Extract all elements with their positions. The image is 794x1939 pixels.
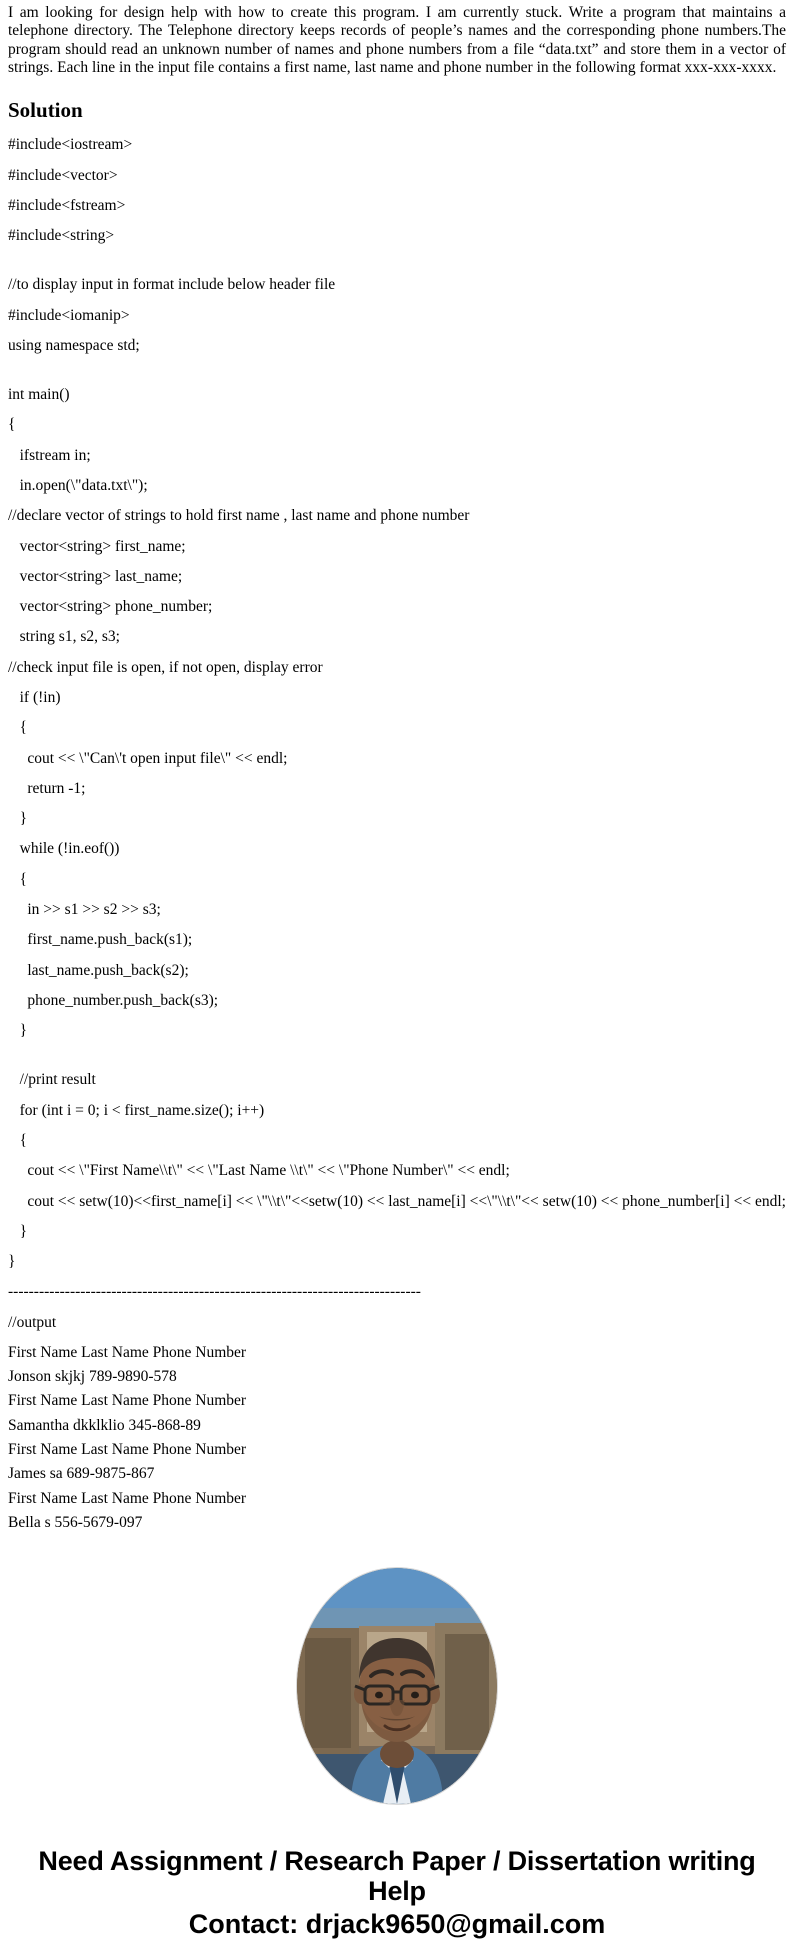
- output-line: First Name Last Name Phone Number: [8, 1343, 247, 1361]
- code-line: vector<string> last_name;: [8, 567, 183, 585]
- code-line: phone_number.push_back(s3);: [8, 991, 219, 1009]
- code-line: }: [8, 1253, 16, 1271]
- code-line: vector<string> first_name;: [8, 537, 186, 555]
- code-line: in >> s1 >> s2 >> s3;: [8, 900, 161, 918]
- section-divider: --------------------------------------------------------------------------------: [8, 1283, 421, 1301]
- solution-code-block: [8, 136, 786, 1271]
- output-line: James sa 689-9875-867: [8, 1465, 155, 1483]
- code-line: {: [8, 870, 28, 888]
- output-line: Jonson skjkj 789-9890-578: [8, 1368, 177, 1386]
- photo-container: [8, 1568, 786, 1804]
- code-line: vector<string> phone_number;: [8, 598, 213, 616]
- code-line-blank: [8, 257, 786, 264]
- code-line: #include<vector>: [8, 166, 118, 184]
- footer-contact: Contact: drjack9650@gmail.com: [188, 1908, 606, 1939]
- code-line: #include<string>: [8, 227, 115, 245]
- code-line: }: [8, 1022, 28, 1040]
- code-line: {: [8, 719, 28, 737]
- code-line: cout << setw(10)<<first_name[i] << \"\\t\"<<setw(10) << last_name[i] <<\"\\t\"<< setw(10) << phone_number[i] << endl;: [8, 1192, 786, 1210]
- code-line: #include<iostream>: [8, 136, 133, 154]
- document-page: [0, 4, 794, 1939]
- code-line: int main(): [8, 386, 70, 404]
- code-line-blank: [8, 367, 786, 374]
- output-line: Samantha dkklklio 345-868-89: [8, 1416, 201, 1434]
- code-line: //declare vector of strings to hold first name , last name and phone number: [8, 507, 470, 525]
- footer: [8, 1846, 786, 1939]
- code-line: #include<iomanip>: [8, 306, 130, 324]
- code-line: //print result: [8, 1071, 96, 1089]
- code-line: last_name.push_back(s2);: [8, 961, 189, 979]
- output-line: First Name Last Name Phone Number: [8, 1392, 247, 1410]
- code-line: #include<fstream>: [8, 196, 126, 214]
- code-line: cout << \"First Name\\t\" << \"Last Name \\t\" << \"Phone Number\" << endl;: [8, 1162, 510, 1180]
- output-label: //output: [8, 1313, 57, 1331]
- code-line: in.open(\"data.txt\");: [8, 477, 148, 495]
- footer-headline: Need Assignment / Research Paper / Dissertation writing Help: [38, 1846, 756, 1907]
- code-line: }: [8, 810, 28, 828]
- solution-heading: Solution: [8, 98, 83, 123]
- code-line: {: [8, 416, 16, 434]
- code-line: return -1;: [8, 779, 86, 797]
- output-line: First Name Last Name Phone Number: [8, 1441, 247, 1459]
- code-line: cout << \"Can\'t open input file\" << endl;: [8, 749, 288, 767]
- output-block: [8, 1344, 786, 1532]
- code-line: }: [8, 1222, 28, 1240]
- code-line: for (int i = 0; i < first_name.size(); i++): [8, 1101, 265, 1119]
- question-paragraph: I am looking for design help with how to create this program. I am currently stuck. Write a program that maintains a telephone directory. The Telephone directory keeps records of people’s names and the corresponding phone numbers.The program should read an unknown number of names and phone numbers from a file “data.txt” and store them in a vector of strings. Each line in the input file contains a first name, last name and phone number in the following format xxx-xxx-xxxx.: [8, 4, 786, 76]
- code-line: string s1, s2, s3;: [8, 628, 120, 646]
- code-line: first_name.push_back(s1);: [8, 931, 193, 949]
- code-line: //to display input in format include below header file: [8, 276, 336, 294]
- code-line: if (!in): [8, 689, 61, 706]
- code-line: ifstream in;: [8, 446, 91, 464]
- output-line: First Name Last Name Phone Number: [8, 1489, 247, 1507]
- code-line: while (!in.eof()): [8, 840, 120, 858]
- code-line: {: [8, 1131, 28, 1149]
- avatar: [297, 1568, 497, 1804]
- output-line: Bella s 556-5679-097: [8, 1513, 143, 1531]
- code-line: using namespace std;: [8, 336, 140, 354]
- code-line-blank: [8, 1052, 786, 1059]
- code-line: //check input file is open, if not open, display error: [8, 658, 323, 676]
